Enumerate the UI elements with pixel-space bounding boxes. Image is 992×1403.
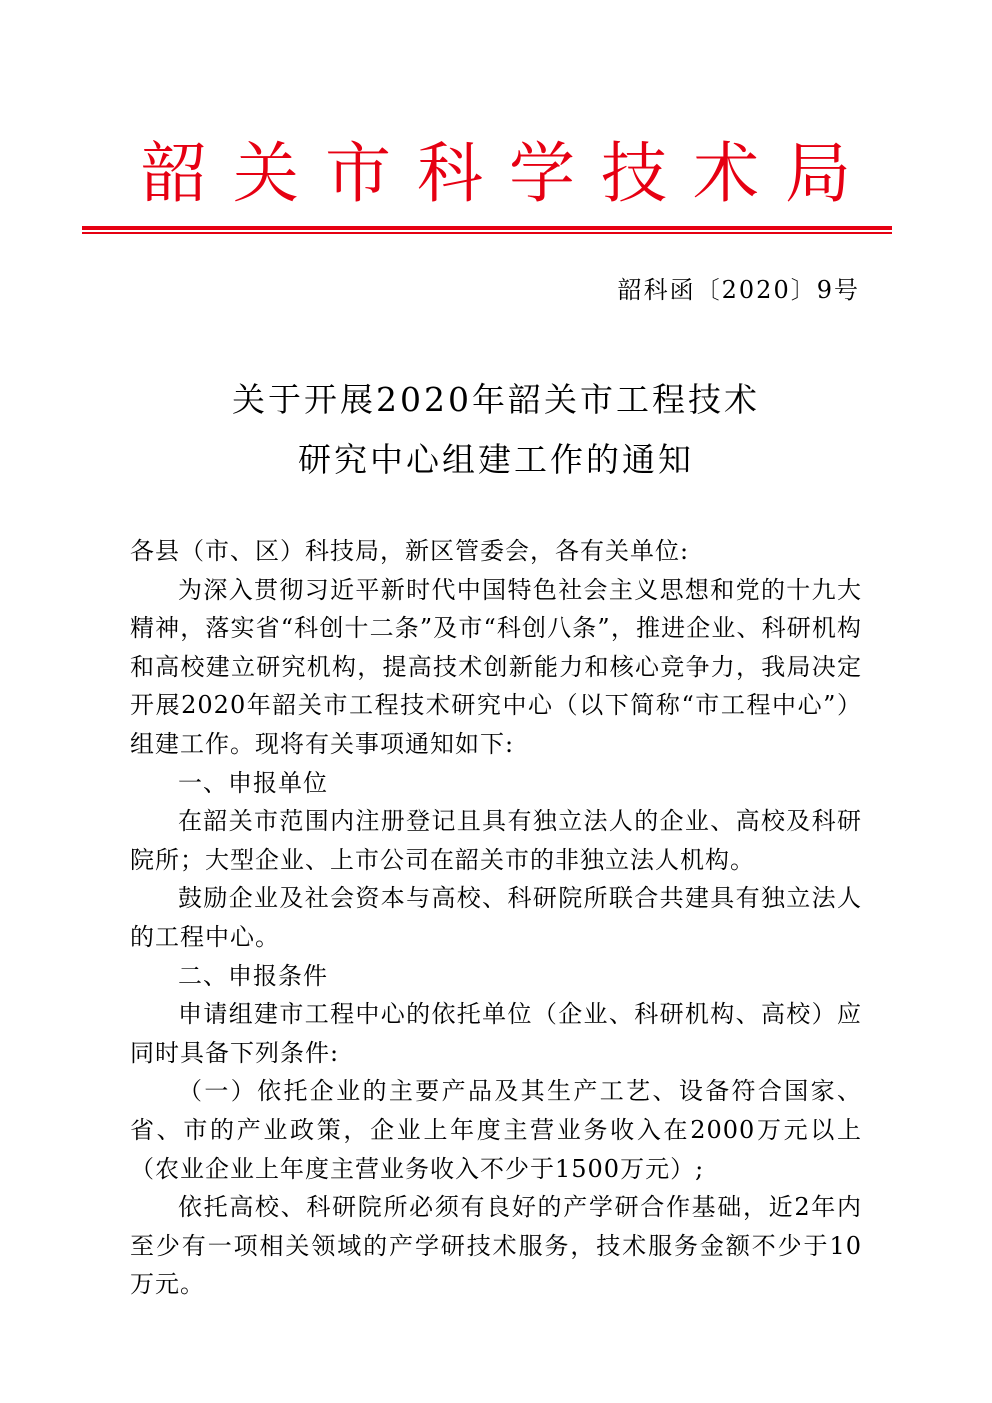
notice-title-line-1: 关于开展2020年韶关市工程技术 [232,380,760,419]
applicants-paragraph: 在韶关市范围内注册登记且具有独立法人的企业、高校及科研院所；大型企业、上市公司在韶关市的非独立法人机构。 [130,807,862,874]
notice-body [130,532,862,1304]
condition-1-universities-paragraph: 依托高校、科研院所必须有良好的产学研合作基础，近2年内至少有一项相关领域的产学研技术服务，技术服务金额不少于10万元。 [130,1193,862,1299]
document-number: 韶科函〔2020〕9号 [617,276,860,304]
header-red-rule-thin [82,232,892,234]
section-heading-applicants: 一、申报单位 [178,768,328,797]
condition-1-paragraph: （一）依托企业的主要产品及其生产工艺、设备符合国家、省、市的产业政策，企业上年度主营业务收入在2000万元以上（农业企业上年度主营业务收入不少于1500万元）; [130,1077,862,1183]
section-heading-conditions: 二、申报条件 [178,961,328,990]
agency-header-title: 韶关市科学技术局 [141,135,877,212]
intro-paragraph: 为深入贯彻习近平新时代中国特色社会主义思想和党的十九大精神，落实省“科创十二条”及市“科创八条”，推进企业、科研机构和高校建立研究机构，提高技术创新能力和核心竞争力，我局决定开展2020年韶关市工程技术研究中心（以下简称“市工程中心”）组建工作。现将有关事项通知如下: [130,575,862,758]
salutation: 各县（市、区）科技局，新区管委会，各有关单位: [130,537,690,565]
notice-title-line-2: 研究中心组建工作的通知 [298,440,694,479]
encouragement-paragraph: 鼓励企业及社会资本与高校、科研院所联合共建具有独立法人的工程中心。 [130,884,862,951]
conditions-intro-paragraph: 申请组建市工程中心的依托单位（企业、科研机构、高校）应同时具备下列条件: [130,1000,862,1067]
header-red-rule-thick [82,226,892,230]
